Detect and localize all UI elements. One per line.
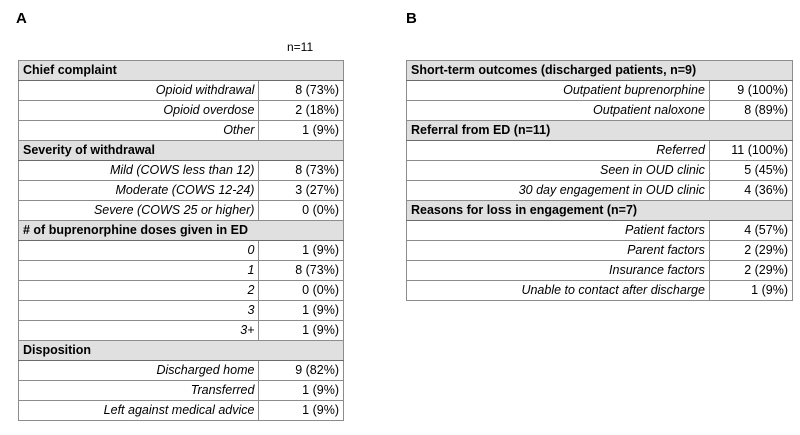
section-header-blank xyxy=(259,221,344,241)
row-label: Referred xyxy=(407,141,710,161)
table-row xyxy=(19,81,344,101)
section-title: Reasons for loss in engagement (n=7) xyxy=(407,201,710,221)
table-row xyxy=(19,201,344,221)
table-row xyxy=(19,321,344,341)
section-header-blank xyxy=(709,201,792,221)
row-label: 2 xyxy=(19,281,259,301)
row-value: 1 (9%) xyxy=(709,281,792,301)
table-row xyxy=(19,401,344,421)
row-value: 2 (18%) xyxy=(259,101,344,121)
patient-characteristics-table xyxy=(18,60,344,421)
section-header-blank xyxy=(709,121,792,141)
row-value: 0 (0%) xyxy=(259,201,344,221)
row-value: 0 (0%) xyxy=(259,281,344,301)
table-row xyxy=(407,101,793,121)
outcomes-table xyxy=(406,60,793,301)
table-row xyxy=(407,81,793,101)
row-label: Left against medical advice xyxy=(19,401,259,421)
row-label: Outpatient naloxone xyxy=(407,101,710,121)
table-row xyxy=(19,101,344,121)
section-header-row xyxy=(19,341,344,361)
table-row xyxy=(19,121,344,141)
row-value: 1 (9%) xyxy=(259,241,344,261)
table-row xyxy=(407,281,793,301)
row-label: 3 xyxy=(19,301,259,321)
row-label: 1 xyxy=(19,261,259,281)
patient-characteristics-body xyxy=(19,61,344,421)
row-value: 5 (45%) xyxy=(709,161,792,181)
table-row xyxy=(19,161,344,181)
row-value: 9 (100%) xyxy=(709,81,792,101)
section-header-row xyxy=(407,121,793,141)
table-row xyxy=(407,161,793,181)
section-header-blank xyxy=(259,141,344,161)
section-title: # of buprenorphine doses given in ED xyxy=(19,221,259,241)
row-label: Seen in OUD clinic xyxy=(407,161,710,181)
row-label: Mild (COWS less than 12) xyxy=(19,161,259,181)
row-label: Opioid withdrawal xyxy=(19,81,259,101)
row-value: 4 (57%) xyxy=(709,221,792,241)
table-row xyxy=(19,261,344,281)
row-label: Patient factors xyxy=(407,221,710,241)
table-row xyxy=(407,241,793,261)
table-row xyxy=(407,181,793,201)
row-value: 11 (100%) xyxy=(709,141,792,161)
sample-size-header: n=11 xyxy=(287,40,314,54)
row-label: 0 xyxy=(19,241,259,261)
section-title: Chief complaint xyxy=(19,61,259,81)
row-value: 8 (73%) xyxy=(259,81,344,101)
section-header-blank xyxy=(259,341,344,361)
section-header-row xyxy=(407,201,793,221)
table-row xyxy=(407,141,793,161)
row-value: 1 (9%) xyxy=(259,381,344,401)
row-value: 1 (9%) xyxy=(259,121,344,141)
section-header-row xyxy=(407,61,793,81)
row-label: Parent factors xyxy=(407,241,710,261)
table-row xyxy=(19,301,344,321)
panel-b-label: B xyxy=(406,10,417,27)
row-value: 9 (82%) xyxy=(259,361,344,381)
table-row xyxy=(19,181,344,201)
section-title: Severity of withdrawal xyxy=(19,141,259,161)
table-row xyxy=(19,241,344,261)
row-label: 30 day engagement in OUD clinic xyxy=(407,181,710,201)
row-value: 8 (89%) xyxy=(709,101,792,121)
row-value: 1 (9%) xyxy=(259,301,344,321)
table-row xyxy=(19,381,344,401)
row-value: 4 (36%) xyxy=(709,181,792,201)
row-label: Moderate (COWS 12-24) xyxy=(19,181,259,201)
section-title: Disposition xyxy=(19,341,259,361)
row-label: 3+ xyxy=(19,321,259,341)
row-label: Opioid overdose xyxy=(19,101,259,121)
row-label: Transferred xyxy=(19,381,259,401)
table-row xyxy=(407,261,793,281)
row-label: Discharged home xyxy=(19,361,259,381)
row-label: Outpatient buprenorphine xyxy=(407,81,710,101)
row-value: 8 (73%) xyxy=(259,161,344,181)
row-value: 2 (29%) xyxy=(709,261,792,281)
section-header-row xyxy=(19,61,344,81)
row-label: Severe (COWS 25 or higher) xyxy=(19,201,259,221)
section-header-blank xyxy=(709,61,792,81)
section-header-row xyxy=(19,141,344,161)
table-row xyxy=(19,281,344,301)
row-label: Unable to contact after discharge xyxy=(407,281,710,301)
section-title: Short-term outcomes (discharged patients, n=9) xyxy=(407,61,710,81)
table-row xyxy=(407,221,793,241)
row-label: Other xyxy=(19,121,259,141)
row-value: 3 (27%) xyxy=(259,181,344,201)
panel-a-label: A xyxy=(16,10,27,27)
outcomes-body xyxy=(407,61,793,301)
table-row xyxy=(19,361,344,381)
row-value: 2 (29%) xyxy=(709,241,792,261)
row-value: 1 (9%) xyxy=(259,401,344,421)
row-label: Insurance factors xyxy=(407,261,710,281)
section-title: Referral from ED (n=11) xyxy=(407,121,710,141)
row-value: 8 (73%) xyxy=(259,261,344,281)
row-value: 1 (9%) xyxy=(259,321,344,341)
section-header-row xyxy=(19,221,344,241)
section-header-blank xyxy=(259,61,344,81)
